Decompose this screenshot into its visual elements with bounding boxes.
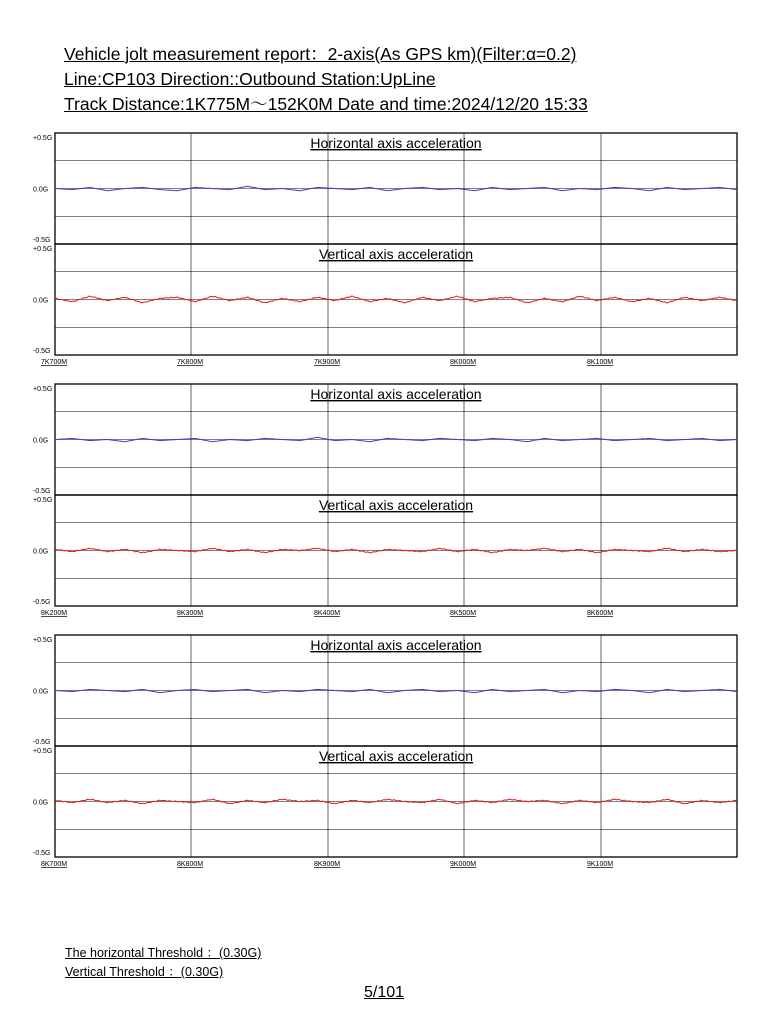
y-tick-label: +0.5G [33, 135, 53, 142]
report-title: Vehicle jolt measurement report：2-axis(As GPS km)(Filter:α=0.2) [64, 44, 577, 64]
y-tick-label: 0.0G [33, 688, 49, 696]
vertical-threshold: Vertical Threshold ：(0.30G) [65, 965, 224, 979]
y-tick-label: -0.5G [33, 348, 51, 355]
page-number-wrap [0, 984, 768, 1002]
report-line-info: Line:CP103 Direction::Outbound Station:UpLine [64, 69, 436, 89]
y-tick-label: -0.5G [33, 488, 51, 495]
x-tick-label: 8K700M [41, 861, 68, 868]
y-tick-label: -0.5G [33, 237, 51, 244]
x-tick-label: 8K200M [41, 610, 68, 617]
y-tick-label: -0.5G [33, 599, 51, 606]
y-tick-label: -0.5G [33, 739, 51, 746]
y-tick-label: +0.5G [33, 386, 53, 393]
y-tick-label: 0.0G [33, 799, 49, 807]
x-tick-label: 8K100M [587, 359, 614, 366]
y-tick-label: 0.0G [33, 297, 49, 305]
panel-title: Horizontal axis acceleration [310, 135, 482, 151]
x-tick-label: 8K900M [314, 861, 341, 868]
y-tick-label: 0.0G [33, 437, 49, 445]
x-tick-label: 8K300M [177, 610, 204, 617]
panel-title: Vertical axis acceleration [318, 497, 474, 513]
horizontal-series-line [55, 689, 737, 692]
x-tick-label: 8K800M [177, 861, 204, 868]
panel-title: Vertical axis acceleration [318, 748, 474, 764]
y-tick-label: -0.5G [33, 850, 51, 857]
panel-title: Horizontal axis acceleration [310, 386, 482, 402]
page-number: 5/101 [363, 984, 405, 1001]
x-tick-label: 8K500M [450, 610, 477, 617]
report-track-info: Track Distance:1K775M〜152K0M Date and time:2024/12/20 15:33 [64, 94, 588, 114]
x-tick-label: 9K000M [450, 861, 477, 868]
panel-title: Vertical axis acceleration [318, 246, 474, 262]
x-tick-label: 7K800M [177, 359, 204, 366]
x-tick-label: 8K600M [587, 610, 614, 617]
x-tick-label: 9K100M [587, 861, 614, 868]
y-tick-label: +0.5G [33, 246, 53, 253]
x-tick-label: 7K900M [314, 359, 341, 366]
y-tick-label: 0.0G [33, 548, 49, 556]
x-tick-label: 8K000M [450, 359, 477, 366]
panel-title: Horizontal axis acceleration [310, 637, 482, 653]
x-tick-label: 8K400M [314, 610, 341, 617]
y-tick-label: +0.5G [33, 637, 53, 644]
y-tick-label: +0.5G [33, 497, 53, 504]
y-tick-label: +0.5G [33, 748, 53, 755]
x-tick-label: 7K700M [41, 359, 68, 366]
horizontal-threshold: The horizontal Threshold ：(0.30G) [65, 946, 262, 960]
y-tick-label: 0.0G [33, 186, 49, 194]
